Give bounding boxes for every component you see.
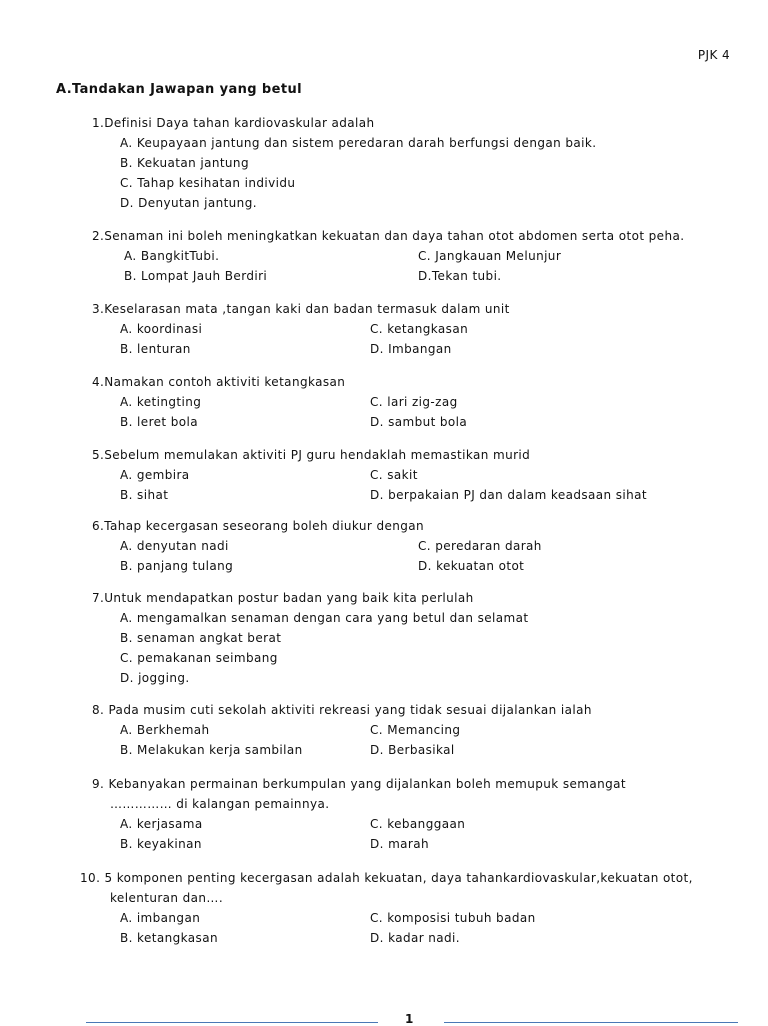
option-c: C. komposisi tubuh badan [370, 911, 536, 925]
option-b: B. keyakinan [120, 837, 202, 851]
option-b: B. ketangkasan [120, 931, 218, 945]
option-b: B. Melakukan kerja sambilan [120, 743, 303, 757]
option-b: B. leret bola [120, 415, 198, 429]
option-a: A. denyutan nadi [120, 539, 229, 553]
question-10 [80, 868, 742, 948]
option-a: A. mengamalkan senaman dengan cara yang betul dan selamat [120, 611, 529, 625]
question-stem: 5.Sebelum memulakan aktiviti PJ guru hendaklah memastikan murid [92, 448, 531, 462]
option-d: D.Tekan tubi. [418, 269, 502, 283]
option-d: D. sambut bola [370, 415, 468, 429]
footer-rule-left [86, 1022, 378, 1023]
option-c: C. sakit [370, 468, 418, 482]
option-c: C. ketangkasan [370, 322, 469, 336]
option-d: D. berpakaian PJ dan dalam keadsaan sihat [370, 488, 648, 502]
question-stem: 3.Keselarasan mata ,tangan kaki dan badan termasuk dalam unit [92, 302, 510, 316]
question-stem-continuation: …………… di kalangan pemainnya. [110, 797, 330, 811]
option-a: A. ketingting [120, 395, 202, 409]
question-stem: 8. Pada musim cuti sekolah aktiviti rekreasi yang tidak sesuai dijalankan ialah [92, 703, 592, 717]
option-d: D. Imbangan [370, 342, 452, 356]
option-b: B. senaman angkat berat [120, 631, 282, 645]
question-2 [92, 226, 742, 286]
question-5 [92, 445, 742, 505]
question-stem: 2.Senaman ini boleh meningkatkan kekuatan dan daya tahan otot abdomen serta otot peha. [92, 229, 685, 243]
page-number: 1 [405, 1012, 414, 1026]
section-title: A.Tandakan Jawapan yang betul [56, 82, 302, 97]
question-stem: 1.Definisi Daya tahan kardiovaskular adalah [92, 116, 375, 130]
question-3 [92, 299, 742, 359]
option-d: D. Denyutan jantung. [120, 196, 257, 210]
option-c: C. pemakanan seimbang [120, 651, 278, 665]
option-b: B. Lompat Jauh Berdiri [124, 269, 268, 283]
option-a: A. Keupayaan jantung dan sistem peredaran darah berfungsi dengan baik. [120, 136, 597, 150]
option-c: C. Jangkauan Melunjur [418, 249, 562, 263]
option-a: A. gembira [120, 468, 190, 482]
option-d: D. kekuatan otot [418, 559, 525, 573]
question-stem: 4.Namakan contoh aktiviti ketangkasan [92, 375, 346, 389]
footer-rule-right [444, 1022, 738, 1023]
option-c: C. Tahap kesihatan individu [120, 176, 296, 190]
option-a: A. koordinasi [120, 322, 203, 336]
question-1 [92, 113, 742, 213]
question-6 [92, 516, 742, 576]
question-stem: 6.Tahap kecergasan seseorang boleh diukur dengan [92, 519, 425, 533]
option-b: B. sihat [120, 488, 169, 502]
option-b: B. Kekuatan jantung [120, 156, 249, 170]
question-stem: 10. 5 komponen penting kecergasan adalah kekuatan, daya tahankardiovaskular,kekuatan otot, [80, 871, 693, 885]
option-d: D. marah [370, 837, 430, 851]
question-stem-continuation: kelenturan dan…. [110, 891, 224, 905]
option-a: A. kerjasama [120, 817, 203, 831]
option-a: A. imbangan [120, 911, 201, 925]
option-c: C. kebanggaan [370, 817, 466, 831]
option-d: D. Berbasikal [370, 743, 455, 757]
option-b: B. panjang tulang [120, 559, 234, 573]
option-d: D. kadar nadi. [370, 931, 461, 945]
question-stem: 7.Untuk mendapatkan postur badan yang baik kita perlulah [92, 591, 474, 605]
option-b: B. lenturan [120, 342, 191, 356]
question-8 [92, 700, 742, 760]
question-9 [92, 774, 742, 854]
option-c: C. peredaran darah [418, 539, 542, 553]
question-7 [92, 588, 742, 688]
question-4 [92, 372, 742, 432]
option-d: D. jogging. [120, 671, 190, 685]
subject-code: PJK 4 [697, 48, 730, 62]
option-c: C. lari zig-zag [370, 395, 458, 409]
option-a: A. Berkhemah [120, 723, 210, 737]
option-a: A. BangkitTubi. [124, 249, 220, 263]
option-c: C. Memancing [370, 723, 461, 737]
question-stem: 9. Kebanyakan permainan berkumpulan yang dijalankan boleh memupuk semangat [92, 777, 627, 791]
